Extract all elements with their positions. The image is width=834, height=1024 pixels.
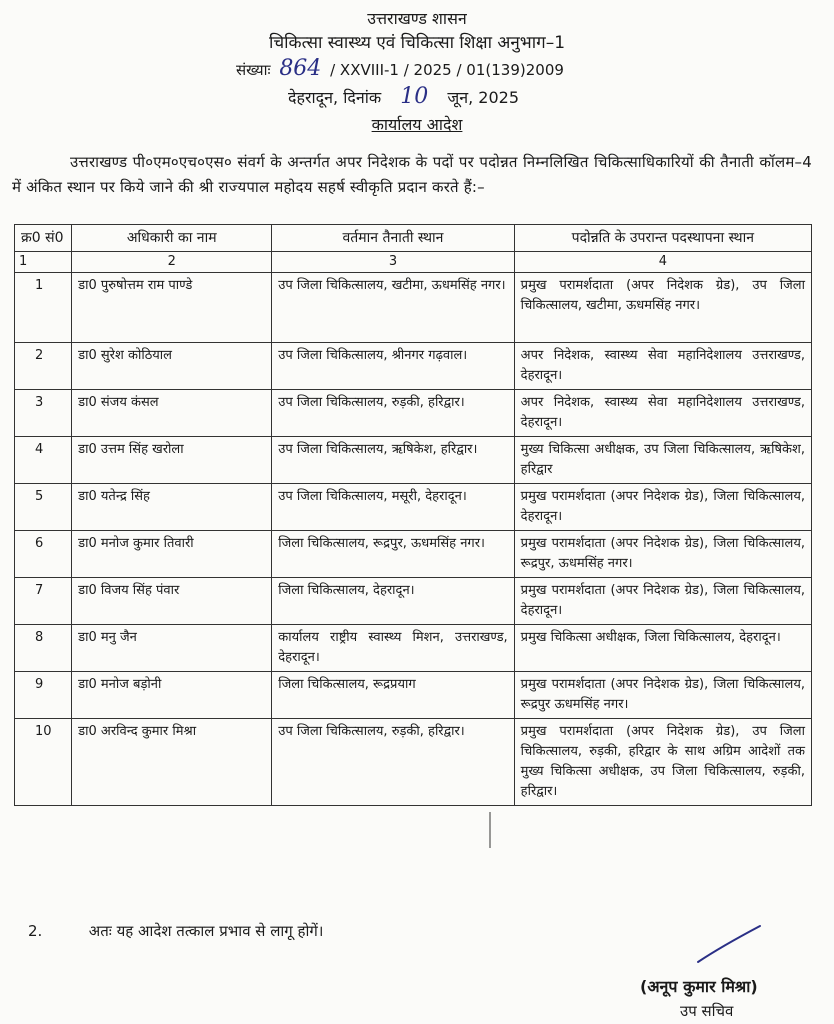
row-officer-name: डा0 सुरेश कोठियाल bbox=[72, 343, 272, 390]
date-line bbox=[288, 86, 519, 109]
row-officer-name: डा0 उत्तम सिंह खरोला bbox=[72, 437, 272, 484]
row-officer-name: डा0 मनु जैन bbox=[72, 625, 272, 672]
row-new-posting: प्रमुख परामर्शदाता (अपर निदेशक ग्रेड), उप जिला चिकित्सालय, खटीमा, ऊधमसिंह नगर। bbox=[514, 273, 811, 343]
table-row bbox=[15, 672, 812, 719]
row-officer-name: डा0 विजय सिंह पंवार bbox=[72, 578, 272, 625]
row-officer-name: डा0 मनोज बड़ोनी bbox=[72, 672, 272, 719]
order-title-text: कार्यालय आदेश bbox=[371, 115, 463, 134]
row-new-posting: प्रमुख परामर्शदाता (अपर निदेशक ग्रेड), उप जिला चिकित्सालय, रुड़की, हरिद्वार के साथ अग्रिम आदेशों तक मुख्य चिकित्सा अधीक्षक, उप जिला चिकित्सालय, रुड़की, हरिद्वार। bbox=[514, 719, 811, 806]
table-row bbox=[15, 484, 812, 531]
row-new-posting: प्रमुख परामर्शदाता (अपर निदेशक ग्रेड), जिला चिकित्सालय, देहरादून। bbox=[514, 484, 811, 531]
row-current-posting: कार्यालय राष्ट्रीय स्वास्थ्य मिशन, उत्तराखण्ड, देहरादून। bbox=[272, 625, 514, 672]
table-row bbox=[15, 578, 812, 625]
govt-heading: उत्तराखण्ड शासन bbox=[367, 9, 467, 28]
row-new-posting: अपर निदेशक, स्वास्थ्य सेवा महानिदेशालय उत्तराखण्ड, देहरादून। bbox=[514, 343, 811, 390]
table-row bbox=[15, 531, 812, 578]
row-current-posting: उप जिला चिकित्सालय, ऋषिकेश, हरिद्वार। bbox=[272, 437, 514, 484]
point-2 bbox=[28, 920, 323, 942]
row-current-posting: जिला चिकित्सालय, रूद्रपुर, ऊधमसिंह नगर। bbox=[272, 531, 514, 578]
row-new-posting: प्रमुख परामर्शदाता (अपर निदेशक ग्रेड), जिला चिकित्सालय, रूद्रपुर, ऊधमसिंह नगर। bbox=[514, 531, 811, 578]
date-prefix: देहरादून, दिनांक bbox=[288, 88, 382, 107]
row-sno: 7 bbox=[15, 578, 72, 625]
signatory-name: (अनूप कुमार मिश्रा) bbox=[640, 977, 758, 996]
header-current-posting: वर्तमान तैनाती स्थान bbox=[272, 225, 514, 252]
row-officer-name: डा0 संजय कंसल bbox=[72, 390, 272, 437]
row-officer-name: डा0 मनोज कुमार तिवारी bbox=[72, 531, 272, 578]
posting-table bbox=[14, 224, 812, 806]
row-sno: 8 bbox=[15, 625, 72, 672]
row-current-posting: उप जिला चिकित्सालय, मसूरी, देहरादून। bbox=[272, 484, 514, 531]
row-current-posting: जिला चिकित्सालय, देहरादून। bbox=[272, 578, 514, 625]
column-number: 1 bbox=[15, 252, 72, 273]
signature-stroke bbox=[696, 924, 762, 964]
column-number: 4 bbox=[514, 252, 811, 273]
row-sno: 1 bbox=[15, 273, 72, 343]
table-row bbox=[15, 625, 812, 672]
row-sno: 9 bbox=[15, 672, 72, 719]
row-officer-name: डा0 अरविन्द कुमार मिश्रा bbox=[72, 719, 272, 806]
order-title bbox=[0, 114, 834, 136]
signatory-designation: उप सचिव bbox=[680, 1002, 734, 1020]
row-current-posting: उप जिला चिकित्सालय, खटीमा, ऊधमसिंह नगर। bbox=[272, 273, 514, 343]
column-number: 3 bbox=[272, 252, 514, 273]
point-2-number: 2. bbox=[28, 922, 43, 940]
point-2-text: अतः यह आदेश तत्काल प्रभाव से लागू होगें। bbox=[88, 922, 324, 940]
ref-number-handwritten: 864 bbox=[279, 56, 322, 81]
header-name: अधिकारी का नाम bbox=[72, 225, 272, 252]
row-officer-name: डा0 यतेन्द्र सिंह bbox=[72, 484, 272, 531]
table-header-row bbox=[15, 225, 812, 252]
row-sno: 5 bbox=[15, 484, 72, 531]
row-officer-name: डा0 पुरुषोत्तम राम पाण्डे bbox=[72, 273, 272, 343]
table-row bbox=[15, 390, 812, 437]
row-new-posting: प्रमुख चिकित्सा अधीक्षक, जिला चिकित्सालय, देहरादून। bbox=[514, 625, 811, 672]
row-sno: 10 bbox=[15, 719, 72, 806]
table-row bbox=[15, 343, 812, 390]
row-sno: 3 bbox=[15, 390, 72, 437]
table-row bbox=[15, 273, 812, 343]
row-new-posting: मुख्य चिकित्सा अधीक्षक, उप जिला चिकित्सालय, ऋषिकेश, हरिद्वार bbox=[514, 437, 811, 484]
table-row bbox=[15, 437, 812, 484]
row-current-posting: उप जिला चिकित्सालय, श्रीनगर गढ़वाल। bbox=[272, 343, 514, 390]
ref-suffix: / XXVIII-1 / 2025 / 01(139)2009 bbox=[330, 61, 564, 79]
reference-line bbox=[236, 58, 564, 81]
row-new-posting: प्रमुख परामर्शदाता (अपर निदेशक ग्रेड), जिला चिकित्सालय, देहरादून। bbox=[514, 578, 811, 625]
row-sno: 2 bbox=[15, 343, 72, 390]
pen-mark bbox=[486, 810, 494, 850]
header-sno: क्र0 सं0 bbox=[15, 225, 72, 252]
row-current-posting: उप जिला चिकित्सालय, रुड़की, हरिद्वार। bbox=[272, 719, 514, 806]
ref-prefix: संख्याः bbox=[236, 61, 271, 79]
table-row bbox=[15, 719, 812, 806]
row-current-posting: उप जिला चिकित्सालय, रुड़की, हरिद्वार। bbox=[272, 390, 514, 437]
date-suffix: जून, 2025 bbox=[447, 88, 520, 107]
row-sno: 4 bbox=[15, 437, 72, 484]
row-sno: 6 bbox=[15, 531, 72, 578]
intro-paragraph: उत्तराखण्ड पी०एम०एच०एस० संवर्ग के अन्तर्गत अपर निदेशक के पदों पर पदोन्नत निम्नलिखित चिकित्साधिकारियों की तैनाती कॉलम–4 में अंकित स्थान पर किये जाने की श्री राज्यपाल महोदय सहर्ष स्वीकृति प्रदान करते हैं:– bbox=[12, 153, 812, 196]
date-day-handwritten: 10 bbox=[400, 84, 429, 109]
column-number-row bbox=[15, 252, 812, 273]
row-new-posting: अपर निदेशक, स्वास्थ्य सेवा महानिदेशालय उत्तराखण्ड, देहरादून। bbox=[514, 390, 811, 437]
header-new-posting: पदोन्नति के उपरान्त पदस्थापना स्थान bbox=[514, 225, 811, 252]
department-heading: चिकित्सा स्वास्थ्य एवं चिकित्सा शिक्षा अनुभाग–1 bbox=[268, 33, 566, 53]
row-new-posting: प्रमुख परामर्शदाता (अपर निदेशक ग्रेड), जिला चिकित्सालय, रूद्रपुर ऊधमसिंह नगर। bbox=[514, 672, 811, 719]
column-number: 2 bbox=[72, 252, 272, 273]
row-current-posting: जिला चिकित्सालय, रूद्रप्रयाग bbox=[272, 672, 514, 719]
